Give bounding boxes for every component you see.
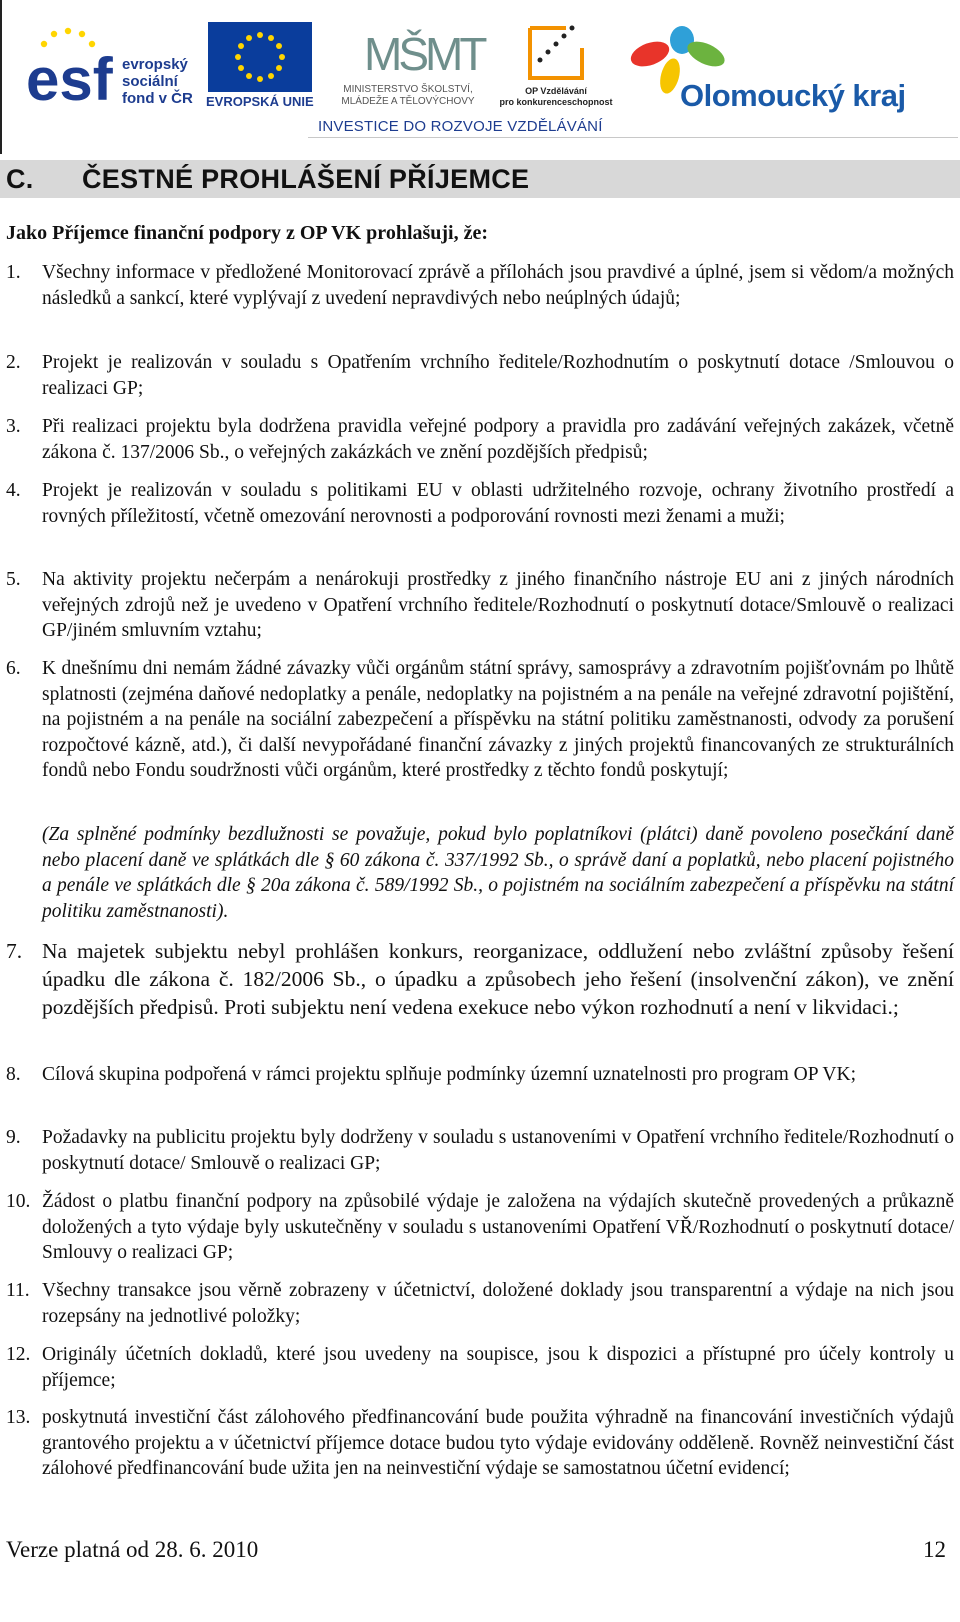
svg-text:MŠMT: MŠMT <box>364 28 484 80</box>
item-number: 5. <box>6 569 21 590</box>
declaration-intro: Jako Příjemce finanční podpory z OP VK prohlašuji, že: <box>6 222 489 244</box>
item-text: K dnešnímu dni nemám žádné závazky vůči orgánům státní správy, samosprávy a zdravotním pojišťovnám po lhůtě splatnosti (zejména daňové nedoplatky a penále, nedoplatky na pojistném a na penále na veřejné zdravotní pojištění, na pojistném a na penále na sociální zabezpečení a příspěvku na státní politiku zaměstnanosti, odvody za porušení rozpočtové kázně, atd.), či další nevypořádané finanční závazky z jiných projektů financovaných ze strukturálních fondů nebo Fondu soudržnosti vůči orgánům, které prostředky z těchto fondů poskytují; <box>42 658 954 781</box>
section-number: C. <box>6 164 34 194</box>
item-number: 2. <box>6 352 21 373</box>
bezdluznost-note: (Za splněné podmínky bezdlužnosti se považuje, pokud bylo poplatníkovi (plátci) daně povoleno posečkání daně nebo placení daně ve splátkách dle § 60 zákona č. 337/1992 Sb., o správě daní a poplatků, nebo placení pojistného a penále ve splátkách dle § 20a zákona č. 589/1992 Sb., o pojistném na sociálním zabezpečení a příspěvku na státní politiku zaměstnanosti). <box>42 824 954 922</box>
version-footer: Verze platná od 28. 6. 2010 <box>6 1537 259 1562</box>
item-number: 1. <box>6 262 21 283</box>
esf-line-3: fond v ČR <box>122 90 193 107</box>
opvk-logo-text <box>496 86 616 108</box>
eu-flag-icon <box>208 22 312 92</box>
opvk-line-2: pro konkurenceschopnost <box>499 97 613 107</box>
opvk-line-1: OP Vzdělávání <box>525 86 587 96</box>
investice-slogan: INVESTICE DO ROZVOJE VZDĚLÁVÁNÍ <box>318 118 603 135</box>
item-text: Všechny informace v předložené Monitorovací zprávě a přílohách jsou pravdivé a úplné, jsem si vědom/a možných následků a sankcí, které vyplývají z uvedení nepravdivých nebo neúplných údajů; <box>42 262 954 309</box>
page-number: 12 <box>923 1537 946 1562</box>
item-number: 12. <box>6 1344 31 1365</box>
esf-logo-text <box>122 56 193 107</box>
item-number: 13. <box>6 1407 31 1428</box>
msmt-logo-text <box>318 84 498 108</box>
esf-logo-icon <box>24 24 116 113</box>
eu-logo-text: EVROPSKÁ UNIE <box>206 94 314 109</box>
esf-line-2: sociální <box>122 73 178 90</box>
section-title: ČESTNÉ PROHLÁŠENÍ PŘÍJEMCE <box>82 164 530 194</box>
item-number: 4. <box>6 480 21 501</box>
item-text: Žádost o platbu finanční podpory na způsobilé výdaje je založena na výdajích skutečně provedených a průkazně doložených a tyto výdaje byly uskutečněny v souladu s ustanoveními Opatření VŘ/Rozhodnutí o poskytnutí dotace/ Smlouvy o realizaci GP; <box>42 1191 954 1263</box>
item-number: 10. <box>6 1191 31 1212</box>
item-text: Cílová skupina podpořená v rámci projektu splňuje podmínky územní uznatelnosti pro program OP VK; <box>42 1064 856 1085</box>
esf-line-1: evropský <box>122 56 188 73</box>
item-text: Požadavky na publicitu projektu byly dodrženy v souladu s ustanoveními v Opatření vrchního ředitele/Rozhodnutí o poskytnutí dotace/ Smlouvě o realizaci GP; <box>42 1127 954 1174</box>
item-text: Projekt je realizován v souladu s Opatřením vrchního ředitele/Rozhodnutím o poskytnutí dotace /Smlouvou o realizaci GP; <box>42 352 954 399</box>
item-number: 3. <box>6 416 21 437</box>
item-text: Na majetek subjektu nebyl prohlášen konkurs, reorganizace, oddlužení nebo zvláštní způsoby řešení úpadku dle zákona č. 182/2006 Sb., o úpadku a způsobech jeho řešení (insolvenční zákon), ve znění pozdějších předpisů. Proti subjektu není vedena exekuce nebo výkon rozhodnutí a není v likvidaci.; <box>42 939 954 1019</box>
msmt-line-1: MINISTERSTVO ŠKOLSTVÍ, <box>343 84 473 95</box>
item-text: Projekt je realizován v souladu s politikami EU v oblasti udržitelného rozvoje, ochrany životního prostředí a rovných příležitostí, včetně omezování nerovnosti a podporování rovnosti mezi ženami a muži; <box>42 480 954 527</box>
item-number: 6. <box>6 658 21 679</box>
item-number: 9. <box>6 1127 21 1148</box>
svg-text:esf: esf <box>26 46 113 113</box>
msmt-line-2: MLÁDEŽE A TĚLOVÝCHOVY <box>341 96 475 107</box>
item-text: Originály účetních dokladů, které jsou uvedeny na soupisce, jsou k dispozici a přístupné pro účely kontroly u příjemce; <box>42 1344 954 1391</box>
item-number: 8. <box>6 1064 21 1085</box>
item-text: poskytnutá investiční část zálohového předfinancování bude použita výhradně na financování investičních výdajů grantového projektu a v účetnictví příjemce dotace budou tyto výdaje evidovány odděleně. Rovněž neinvestiční část zálohové předfinancování bude užita jen na neinvestiční výdaje se samostatnou účetní evidencí; <box>42 1407 954 1479</box>
logo-divider <box>308 137 958 138</box>
olomoucky-kraj-logo-text: Olomoucký kraj <box>680 78 906 113</box>
item-number: 7. <box>6 939 23 963</box>
opvk-logo-icon <box>522 22 590 84</box>
section-heading <box>6 164 529 195</box>
item-text: Na aktivity projektu nečerpám a nenárokuji prostředky z jiného finančního nástroje EU ani z jiných národních veřejných zdrojů než je uvedeno v Opatření vrchního ředitele/Rozhodnutí o poskytnutí dotace/Smlouvě o realizaci GP/jiném smluvním vztahu; <box>42 569 954 641</box>
page-left-border <box>0 0 2 154</box>
item-number: 11. <box>6 1280 30 1301</box>
msmt-logo-icon <box>362 22 484 82</box>
logo-banner <box>0 0 960 150</box>
item-text: Při realizaci projektu byla dodržena pravidla veřejné podpory a pravidla pro zadávání veřejných zakázek, včetně zákona č. 137/2006 Sb., o veřejných zakázkách ve znění pozdějších předpisů; <box>42 416 954 463</box>
item-text: Všechny transakce jsou věrně zobrazeny v účetnictví, doložené doklady jsou transparentní a výdaje na nich jsou rozepsány na jednotlivé položky; <box>42 1280 954 1327</box>
